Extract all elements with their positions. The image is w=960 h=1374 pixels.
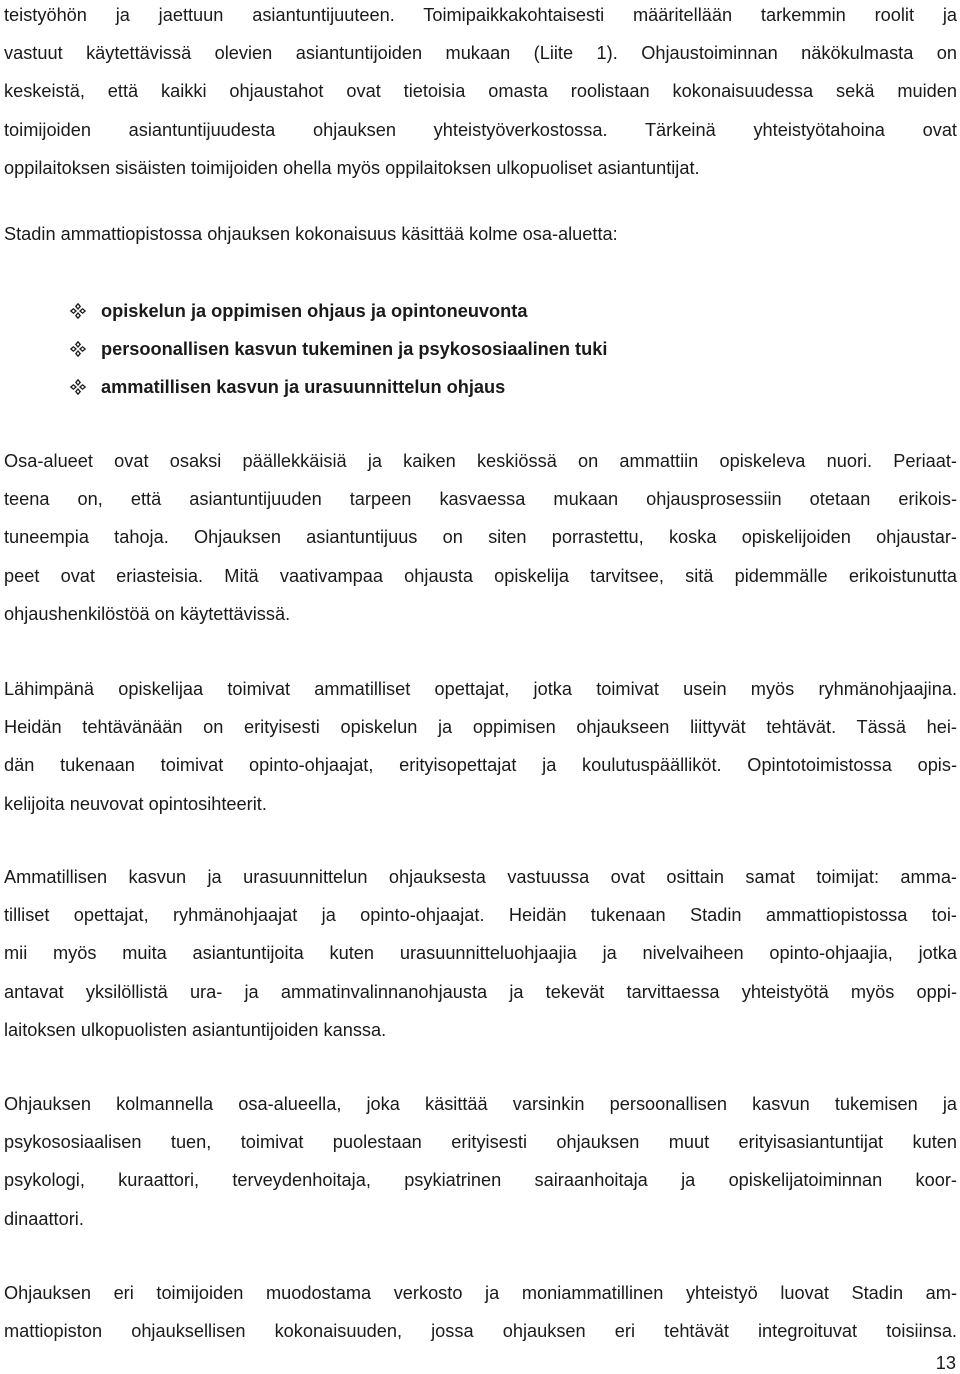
text-line: teistyöhön ja jaettuun asiantuntijuuteen. Toimipaikkakohtaisesti määritellään tarkemmin roolit ja [4,5,957,25]
text-line: laitoksen ulkopuolisten asiantuntijoiden kanssa. [4,1019,387,1040]
guidance-areas-list [4,292,957,407]
text-line: Ohjauksen kolmannella osa-alueella, joka käsittää varsinkin persoonallisen kasvun tukemisen ja [4,1094,957,1114]
text-line: tuneempia tahoja. Ohjauksen asiantuntijuus on siten porrastettu, koska opiskelijoiden ohjaustar- [4,527,957,548]
paragraph-collaboration [4,0,957,187]
text-line: peet ovat eriasteisia. Mitä vaativampaa ohjausta opiskelija tarvitsee, sitä pidemmälle erikoistunutta [4,565,957,586]
text-line: mattiopiston ohjauksellisen kokonaisuuden, jossa ohjauksen eri tehtävät integroituvat toisiinsa. [4,1321,957,1342]
text-line: tilliset opettajat, ryhmänohjaajat ja opinto-ohjaajat. Heidän tukenaan Stadin ammattiopistossa toi- [4,905,957,926]
paragraph-teachers [4,670,957,823]
text-line: Stadin ammattiopistossa ohjauksen kokonaisuus käsittää kolme osa-aluetta: [4,224,618,244]
text-line: teena on, että asiantuntijuuden tarpeen kasvaessa mukaan ohjausprosessiin otetaan erikois- [4,489,957,510]
four-diamond-bullet-icon [70,341,86,357]
text-line: dinaattori. [4,1208,84,1229]
list-item [4,292,957,330]
text-line: oppilaitoksen sisäisten toimijoiden ohella myös oppilaitoksen ulkopuoliset asiantuntijat. [4,157,700,178]
paragraph-intro-areas [4,215,957,253]
text-line: Lähimpänä opiskelijaa toimivat ammatilliset opettajat, jotka toimivat usein myös ryhmänohjaajina. [4,679,957,699]
text-line: psykologi, kuraattori, terveydenhoitaja, psykiatrinen sairaanhoitaja ja opiskelijatoiminnan koor- [4,1170,957,1191]
list-item-label: opiskelun ja oppimisen ohjaus ja opintoneuvonta [101,301,528,321]
text-line: vastuut käytettävissä olevien asiantuntijoiden mukaan (Liite 1). Ohjaustoiminnan näkökulmasta on [4,43,957,64]
text-line: Ammatillisen kasvun ja urasuunnittelun ohjauksesta vastuussa ovat osittain samat toimijat: amma- [4,867,957,887]
text-line: psykososiaalisen tuen, toimivat puolestaan erityisesti ohjauksen muut erityisasiantuntijat kuten [4,1132,957,1153]
list-item [4,368,957,406]
text-line: dän tukenaan toimivat opinto-ohjaajat, erityisopettajat ja koulutuspäälliköt. Opintotoimistossa opis- [4,755,957,776]
text-line: ohjaushenkilöstöä on käytettävissä. [4,603,291,624]
text-line: mii myös muita asiantuntijoita kuten urasuunnitteluohjaajia ja nivelvaiheen opinto-ohjaajia, jotka [4,943,957,964]
list-item-label: persoonallisen kasvun tukeminen ja psykososiaalinen tuki [101,339,608,360]
list-item [4,330,957,368]
text-line: Heidän tehtävänään on erityisesti opiskelun ja oppimisen ohjaukseen liittyvät tehtävät. Tässä hei- [4,717,957,738]
text-line: antavat yksilöllistä ura- ja ammatinvalinnanohjausta ja tekevät tarvittaessa yhteistyötä myös oppi- [4,981,957,1002]
text-line: keskeistä, että kaikki ohjaustahot ovat tietoisia omasta roolistaan kokonaisuudessa sekä muiden [4,81,957,102]
text-line: toimijoiden asiantuntijuudesta ohjauksen yhteistyöverkostossa. Tärkeinä yhteistyötahoina ovat [4,119,957,140]
text-line: Ohjauksen eri toimijoiden muodostama verkosto ja moniammatillinen yhteistyö luovat Stadin am- [4,1283,957,1303]
text-line: Osa-alueet ovat osaksi päällekkäisiä ja kaiken keskiössä on ammattiin opiskeleva nuori. Periaat- [4,451,957,471]
text-line: kelijoita neuvovat opintosihteerit. [4,793,267,814]
paragraph-career-guidance [4,858,957,1049]
paragraph-network [4,1274,957,1350]
page-number: 13 [935,1353,956,1373]
four-diamond-bullet-icon [70,379,86,395]
paragraph-overlapping-areas [4,442,957,633]
paragraph-third-area [4,1085,957,1238]
list-item-label: ammatillisen kasvun ja urasuunnittelun ohjaus [101,377,506,398]
four-diamond-bullet-icon [70,303,86,319]
